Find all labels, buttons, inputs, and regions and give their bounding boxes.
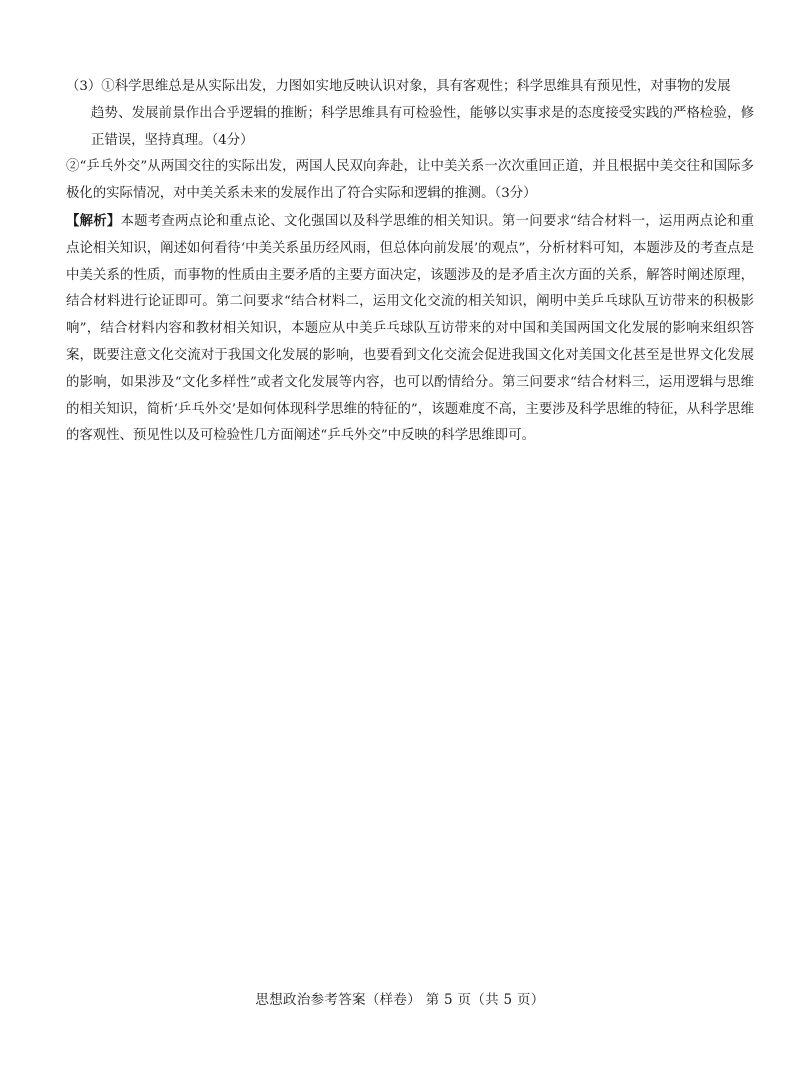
answer-3-part-1-lead: （3）①科学思维总是从实际出发，力图如实地反映认识对象，具有客观性；科学思维具有预见性，对事物的发展 — [66, 79, 731, 94]
answer-3-part-1 — [66, 74, 754, 101]
analysis-text: 本题考查两点论和重点论、文化强国以及科学思维的相关知识。第一问要求“结合材料一，运用两点论和重点论相关知识，阐述如何看待‘中美关系虽历经风雨，但总体向前发展’的观点”，分析材料可知，本题涉及的考查点是中美关系的性质，而事物的性质由主要矛盾的主要方面决定，该题涉及的是矛盾主次方面的关系，解答时阐述原理，结合材料进行论证即可。第二问要求“结合材料二，运用文化交流的相关知识，阐明中美乒乓球队互访带来的积极影响”，结合材料内容和教材相关知识，本题应从中美乒乓球队互访带来的对中国和美国两国文化发展的影响来组织答案，既要注意文化交流对于我国文化发展的影响，也要看到文化交流会促进我国文化对美国文化甚至是世界文化发展的影响，如果涉及“文化多样性”或者文化发展等内容，也可以酌情给分。第三问要求“结合材料三，运用逻辑与思维的相关知识，简析‘乒乓外交’是如何体现科学思维的特征的”，该题难度不高，主要涉及科学思维的特征，从科学思维的客观性、预见性以及可检验性几方面阐述“乒乓外交”中反映的科学思维即可。 — [66, 213, 755, 444]
footer-text: 思想政治参考答案（样卷） 第 5 页（共 5 页） — [255, 992, 545, 1008]
answer-3-part-2 — [66, 154, 754, 208]
analysis-paragraph — [66, 208, 754, 450]
answer-3-part-2-text: ②“乒乓外交”从两国交往的实际出发，两国人民双向奔赴，让中美关系一次次重回正道，并且根据中美交往和国际多极化的实际情况，对中美关系未来的发展作出了符合实际和逻辑的推测。（3分） — [66, 159, 754, 202]
answer-3-part-1-rest: 趋势、发展前景作出合乎逻辑的推断；科学思维具有可检验性，能够以实事求是的态度接受实践的严格检验，修正错误，坚持真理。（4分） — [91, 105, 754, 148]
analysis-label: 【解析】 — [66, 212, 121, 229]
page-footer — [0, 990, 800, 1010]
answer-3-part-1-continued — [66, 101, 754, 155]
answer-content — [66, 74, 754, 450]
